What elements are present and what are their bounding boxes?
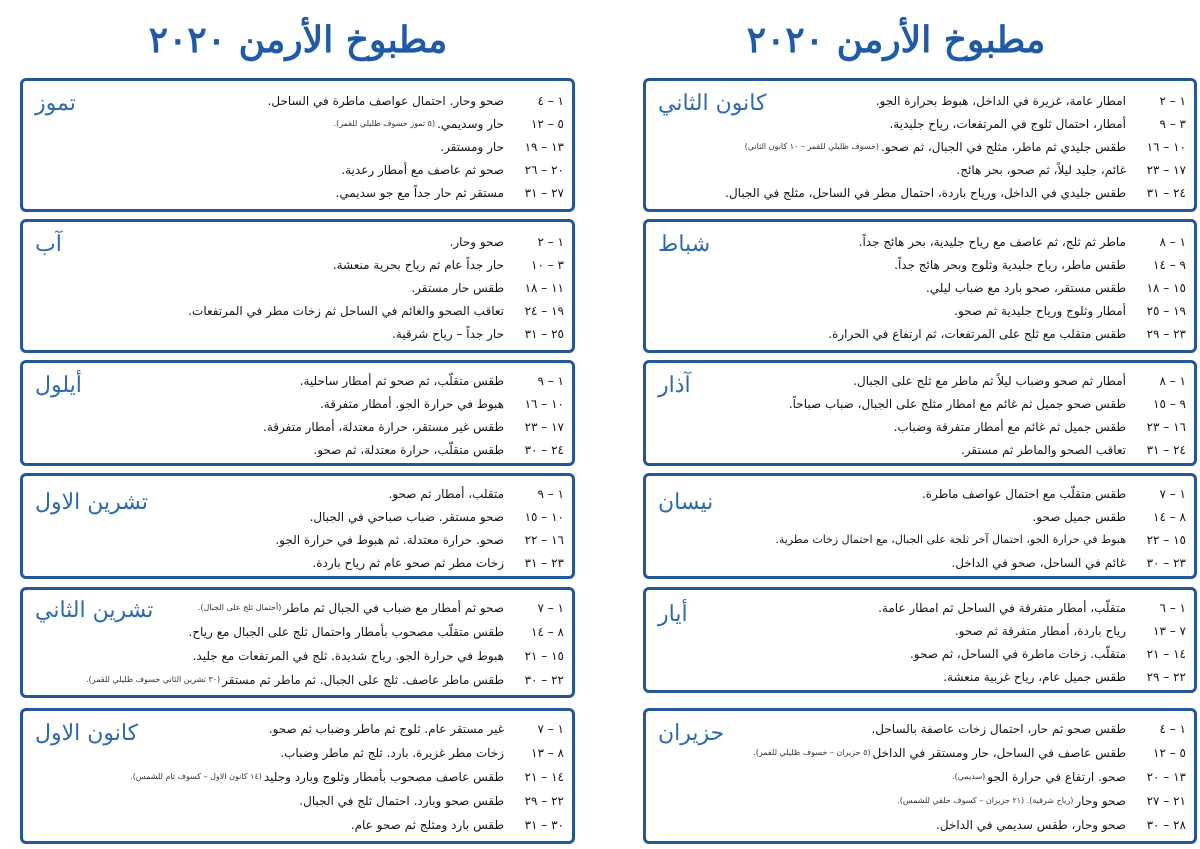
date-range: ١ – ٢	[537, 235, 564, 249]
forecast-text: حار وسديمي.	[437, 117, 504, 131]
forecast-row	[955, 619, 1186, 643]
date-range: ٥ – ١٢	[531, 117, 564, 131]
month-name: نيسان	[658, 490, 714, 515]
date-range: ١ – ٤	[1159, 722, 1186, 736]
month-name: شباط	[658, 232, 711, 257]
forecast-row	[280, 741, 564, 765]
forecast-text: طقس جميل عام، رياح غربية منعشة.	[943, 670, 1126, 684]
forecast-row	[86, 668, 564, 692]
date-range: ٢٤ – ٣١	[1146, 443, 1186, 457]
month-box-september	[20, 360, 575, 466]
forecast-text: طقس جليدي في الداخل، ورياح باردة، احتمال مطر في الساحل، مثلج في الجبال.	[725, 186, 1126, 200]
date-range: ٢٣ – ٣٠	[1146, 556, 1186, 570]
forecast-text: صحو. حرارة معتدلة. ثم هبوط في حرارة الجو.	[275, 533, 504, 547]
forecast-text: طقس صحو وبارد. احتمال ثلج في الجبال.	[299, 794, 504, 808]
month-name: كانون الثاني	[658, 91, 767, 116]
forecast-text: متقلب، أمطار ثم صحو.	[388, 487, 504, 501]
forecast-text: غير مستقر عام. ثلوج ثم ماطر وضباب ثم صحو.	[268, 722, 504, 736]
forecast-row	[943, 665, 1186, 689]
date-range: ١ – ٤	[537, 94, 564, 108]
forecast-row	[313, 438, 564, 462]
date-range: ١٩ – ٢٤	[524, 304, 564, 318]
forecast-text: طقس متقلّب، حرارة معتدلة، ثم صحو.	[313, 443, 504, 457]
forecast-note: (٥ حزيران – خسوف ظليلي للقمر).	[753, 748, 871, 757]
forecast-row	[1032, 505, 1186, 529]
date-range: ١٣ – ٢٠	[1146, 770, 1186, 784]
forecast-note: (١٤ كانون الاول – كسوف تام للشمس).	[130, 772, 262, 781]
date-range: ١ – ٩	[537, 374, 564, 388]
month-name: تموز	[35, 91, 76, 116]
forecast-text: غائم، جليد ليلاً، ثم صحو، بحر هائج.	[956, 163, 1126, 177]
date-range: ٩ – ١٤	[1153, 258, 1186, 272]
date-range: ٣٠ – ٣١	[524, 818, 564, 832]
date-range: ٢٣ – ٣١	[524, 556, 564, 570]
date-range: ١ – ٨	[1159, 235, 1186, 249]
forecast-text: رياح باردة، أمطار متفرقة ثم صحو.	[954, 624, 1126, 638]
page-title-right: مطبوخ الأرمن ٢٠٢٠	[746, 19, 1046, 61]
forecast-row	[300, 369, 564, 393]
date-range: ١٣ – ١٩	[524, 140, 564, 154]
forecast-text: طقس ماطر، رياح جليدية وثلوج وبحر هائج جداً.	[894, 258, 1126, 272]
forecast-text: طقس متقلّب، ثم صحو ثم أمطار ساحلية.	[299, 374, 504, 388]
forecast-text: طقس بارد ومثلج ثم صحو عام.	[350, 818, 504, 832]
date-range: ٨ – ١٤	[1153, 510, 1186, 524]
forecast-row	[334, 112, 564, 136]
month-box-november	[20, 587, 575, 698]
month-box-january	[643, 78, 1197, 212]
forecast-row	[275, 528, 564, 552]
month-name: أيلول	[35, 373, 82, 398]
forecast-text: ماطر ثم ثلج، ثم عاصف مع رياح جليدية، بحر هائج جداً.	[858, 235, 1126, 249]
date-range: ١٥ – ٢٢	[1146, 533, 1186, 547]
forecast-row	[193, 644, 564, 668]
forecast-row	[336, 181, 564, 205]
forecast-row	[189, 620, 565, 644]
forecast-row	[263, 415, 564, 439]
forecast-text: حار ومستقر.	[440, 140, 504, 154]
month-name: آب	[35, 232, 62, 257]
date-range: ١٥ – ٢١	[524, 649, 564, 663]
date-range: ١٠ – ١٦	[1146, 140, 1186, 154]
date-range: ١٩ – ٢٥	[1146, 304, 1186, 318]
date-range: ٢٥ – ٣١	[524, 327, 564, 341]
forecast-text: حار جداً – رياح شرقية.	[392, 327, 504, 341]
forecast-row	[392, 322, 564, 346]
forecast-note: (أحتمال ثلج على الجبال).	[197, 603, 282, 612]
date-range: ٢٤ – ٣١	[1146, 186, 1186, 200]
date-range: ٢٢ – ٢٩	[1146, 670, 1186, 684]
date-range: ٢٢ – ٣٠	[524, 673, 564, 687]
forecast-row	[411, 276, 564, 300]
month-box-june	[643, 708, 1197, 844]
forecast-text: صحو مستقر. ضباب صباحي في الجبال.	[309, 510, 504, 524]
forecast-note: (سديمي).	[952, 772, 986, 781]
forecast-text: صحو. ارتفاع في حرارة الجو	[987, 770, 1126, 784]
forecast-row	[130, 765, 564, 789]
forecast-row	[440, 135, 564, 159]
forecast-text: تعاقب الصحو والماطر ثم مستقر.	[960, 443, 1126, 457]
forecast-text: مستقر ثم حار جداً مع جو سديمي.	[335, 186, 504, 200]
forecast-row	[859, 230, 1186, 254]
month-box-october	[20, 473, 575, 579]
month-box-august	[20, 219, 575, 353]
forecast-row	[351, 813, 564, 837]
month-box-march	[643, 360, 1197, 466]
forecast-text: طقس ماطر عاصف. ثلج على الجبال. ثم ماطر ثم مستقر	[222, 673, 504, 687]
forecast-text: طقس متقلب مع ثلج على المرتفعات، ثم ارتفاع في الحرارة.	[828, 327, 1126, 341]
forecast-text: طقس جميل ثم غائم مع أمطار متفرقة وضباب.	[893, 420, 1126, 434]
date-range: ١ – ٧	[1159, 487, 1186, 501]
forecast-row	[388, 482, 564, 506]
forecast-text: هبوط في حرارة الجو. أمطار متفرقة.	[319, 397, 504, 411]
date-range: ٩ – ١٥	[1153, 397, 1186, 411]
month-box-july	[20, 78, 575, 212]
forecast-text: طقس عاصف في الساحل، حار ومستقر في الداخل	[872, 746, 1126, 760]
date-range: ٢٧ – ٣١	[524, 186, 564, 200]
month-name: تشرين الثاني	[35, 598, 154, 623]
forecast-note: (رياح شرقية). (٢١ حزيران – كسوف حلقي للشمس).	[897, 796, 1074, 805]
forecast-row	[299, 789, 564, 813]
date-range: ١٤ – ٢١	[524, 770, 564, 784]
forecast-note: (٥ تموز خسوف ظليلي للقمر).	[333, 119, 436, 128]
forecast-text: أمطار وثلوج ورياح جليدية ثم صحو.	[954, 304, 1126, 318]
forecast-row	[725, 181, 1186, 205]
forecast-row	[952, 765, 1186, 789]
forecast-text: طقس جميل صحو.	[1032, 510, 1126, 524]
forecast-text: طقس متقلّب مع احتمال عواصف ماطرة.	[921, 487, 1126, 501]
forecast-text: امطار عامة، غزيرة في الداخل، هبوط بحرارة الجو.	[875, 94, 1126, 108]
forecast-row	[198, 596, 564, 620]
forecast-text: صحو ثم عاصف مع أمطار رعدية.	[341, 163, 504, 177]
date-range: ٢٤ – ٣٠	[524, 443, 564, 457]
forecast-row	[894, 415, 1186, 439]
forecast-text: هبوط في حرارة الجو، احتمال آخر ثلجة على الجبال، مع احتمال زخات مطرية.	[775, 533, 1126, 546]
date-range: ٨ – ١٣	[531, 746, 564, 760]
forecast-row	[897, 789, 1186, 813]
forecast-text: طقس عاصف مصحوب بأمطار وثلوج وبارد وجليد	[263, 770, 504, 784]
forecast-row	[922, 482, 1186, 506]
date-range: ١٦ – ٢٢	[524, 533, 564, 547]
forecast-row	[871, 717, 1186, 741]
forecast-row	[876, 89, 1186, 113]
date-range: ٣ – ٩	[1159, 117, 1186, 131]
forecast-text: غائم في الساحل، صحو في الداخل.	[951, 556, 1126, 570]
page-title-left: مطبوخ الأرمن ٢٠٢٠	[148, 19, 448, 61]
forecast-row	[753, 741, 1186, 765]
forecast-row	[320, 392, 564, 416]
forecast-text: أمطار، احتمال ثلوج في المرتفعات، رياح جليدية.	[889, 117, 1126, 131]
forecast-row	[333, 253, 564, 277]
month-name: تشرين الاول	[35, 490, 149, 515]
date-range: ٣ – ١٠	[531, 258, 564, 272]
month-box-april	[643, 473, 1197, 579]
forecast-text: متقلّب، أمطار متفرقة في الساحل ثم امطار عامة.	[878, 601, 1126, 615]
date-range: ١ – ٧	[537, 722, 564, 736]
forecast-row	[889, 112, 1186, 136]
forecast-text: طقس صحو جميل ثم غائم مع امطار مثلج على الجبال، ضباب صباحاً.	[788, 397, 1126, 411]
forecast-text: طقس حار مستقر.	[411, 281, 504, 295]
forecast-text: صحو وحار.	[449, 235, 504, 249]
forecast-text: حار جداً عام ثم رياح بحرية منعشة.	[332, 258, 504, 272]
forecast-note: (خسوف ظليلي للقمر – ١٠ كانون الثاني)	[744, 142, 880, 151]
date-range: ٢١ – ٢٧	[1146, 794, 1186, 808]
month-box-december	[20, 708, 575, 844]
forecast-row	[268, 89, 564, 113]
forecast-row	[312, 551, 564, 575]
forecast-row	[926, 276, 1186, 300]
month-name: آذار	[658, 373, 691, 398]
date-range: ٢٢ – ٢٩	[524, 794, 564, 808]
forecast-text: طقس متقلّب مصحوب بأمطار واحتمال ثلج على الجبال مع رياح.	[188, 625, 504, 639]
forecast-row	[188, 299, 564, 323]
forecast-text: صحو وحار. احتمال عواصف ماطرة في الساحل.	[267, 94, 504, 108]
forecast-text: أمطار ثم صحو وضباب ليلاً ثم ماطر مع ثلج على الجبال.	[853, 374, 1126, 388]
forecast-row	[954, 299, 1186, 323]
date-range: ١٤ – ٢١	[1146, 647, 1186, 661]
forecast-row	[961, 438, 1186, 462]
forecast-row	[450, 230, 564, 254]
forecast-row	[310, 505, 564, 529]
month-name: أيار	[658, 602, 688, 627]
month-name: كانون الاول	[35, 721, 139, 746]
month-box-may	[643, 587, 1197, 693]
date-range: ١٥ – ١٨	[1146, 281, 1186, 295]
forecast-text: طقس جليدي ثم ماطر، مثلج في الجبال، ثم صحو.	[881, 140, 1126, 154]
forecast-row	[894, 253, 1186, 277]
forecast-row	[853, 369, 1186, 393]
forecast-note: (٣٠ تشرين الثاني خسوف ظليلي للقمر).	[86, 675, 221, 684]
forecast-text: صحو وحار	[1075, 794, 1126, 808]
date-range: ٨ – ١٤	[531, 625, 564, 639]
forecast-text: صحو وحار، طقس سديمي في الداخل.	[936, 818, 1126, 832]
date-range: ١ – ٢	[1159, 94, 1186, 108]
date-range: ١٧ – ٢٣	[1146, 163, 1186, 177]
forecast-row	[745, 135, 1186, 159]
date-range: ٢٨ – ٣٠	[1146, 818, 1186, 832]
forecast-row	[828, 322, 1186, 346]
forecast-text: طقس صحو ثم حار، احتمال زخات عاصفة بالساحل.	[871, 722, 1126, 736]
date-range: ١ – ٦	[1159, 601, 1186, 615]
date-range: ١٦ – ٢٣	[1146, 420, 1186, 434]
date-range: ١٠ – ١٥	[524, 510, 564, 524]
date-range: ١٧ – ٢٣	[524, 420, 564, 434]
forecast-row	[936, 813, 1186, 837]
month-name: حزيران	[658, 721, 725, 746]
date-range: ٧ – ١٣	[1153, 624, 1186, 638]
forecast-row	[775, 528, 1186, 552]
date-range: ٥ – ١٢	[1153, 746, 1186, 760]
date-range: ١١ – ١٨	[524, 281, 564, 295]
forecast-text: صحو ثم أمطار مع ضباب في الجبال ثم ماطر	[283, 601, 504, 615]
forecast-row	[789, 392, 1186, 416]
forecast-text: طقس مستقر، صحو بارد مع ضباب ليلي.	[925, 281, 1126, 295]
forecast-row	[341, 158, 564, 182]
forecast-text: طقس غير مستقر، حرارة معتدلة، أمطار متفرقة.	[263, 420, 504, 434]
date-range: ١ – ٩	[537, 487, 564, 501]
forecast-text: هبوط في حرارة الجو. رياح شديدة. ثلج في المرتفعات مع جليد.	[192, 649, 504, 663]
forecast-text: تعاقب الصحو والغائم في الساحل ثم زخات مطر في المرتفعات.	[188, 304, 504, 318]
forecast-text: زخات مطر ثم صحو عام ثم رياح باردة.	[312, 556, 504, 570]
month-box-february	[643, 219, 1197, 353]
forecast-row	[910, 642, 1186, 666]
date-range: ٢٠ – ٢٦	[524, 163, 564, 177]
forecast-text: متقلّب. زخات ماطرة في الساحل، ثم صحو.	[909, 647, 1126, 661]
forecast-row	[951, 551, 1186, 575]
date-range: ١٠ – ١٦	[524, 397, 564, 411]
date-range: ٢٣ – ٢٩	[1146, 327, 1186, 341]
forecast-row	[878, 596, 1186, 620]
date-range: ١ – ٨	[1159, 374, 1186, 388]
forecast-text: زخات مطر غزيرة. بارد. ثلج ثم ماطر وضباب.	[280, 746, 504, 760]
forecast-row	[269, 717, 564, 741]
date-range: ١ – ٧	[537, 601, 564, 615]
forecast-row	[956, 158, 1186, 182]
